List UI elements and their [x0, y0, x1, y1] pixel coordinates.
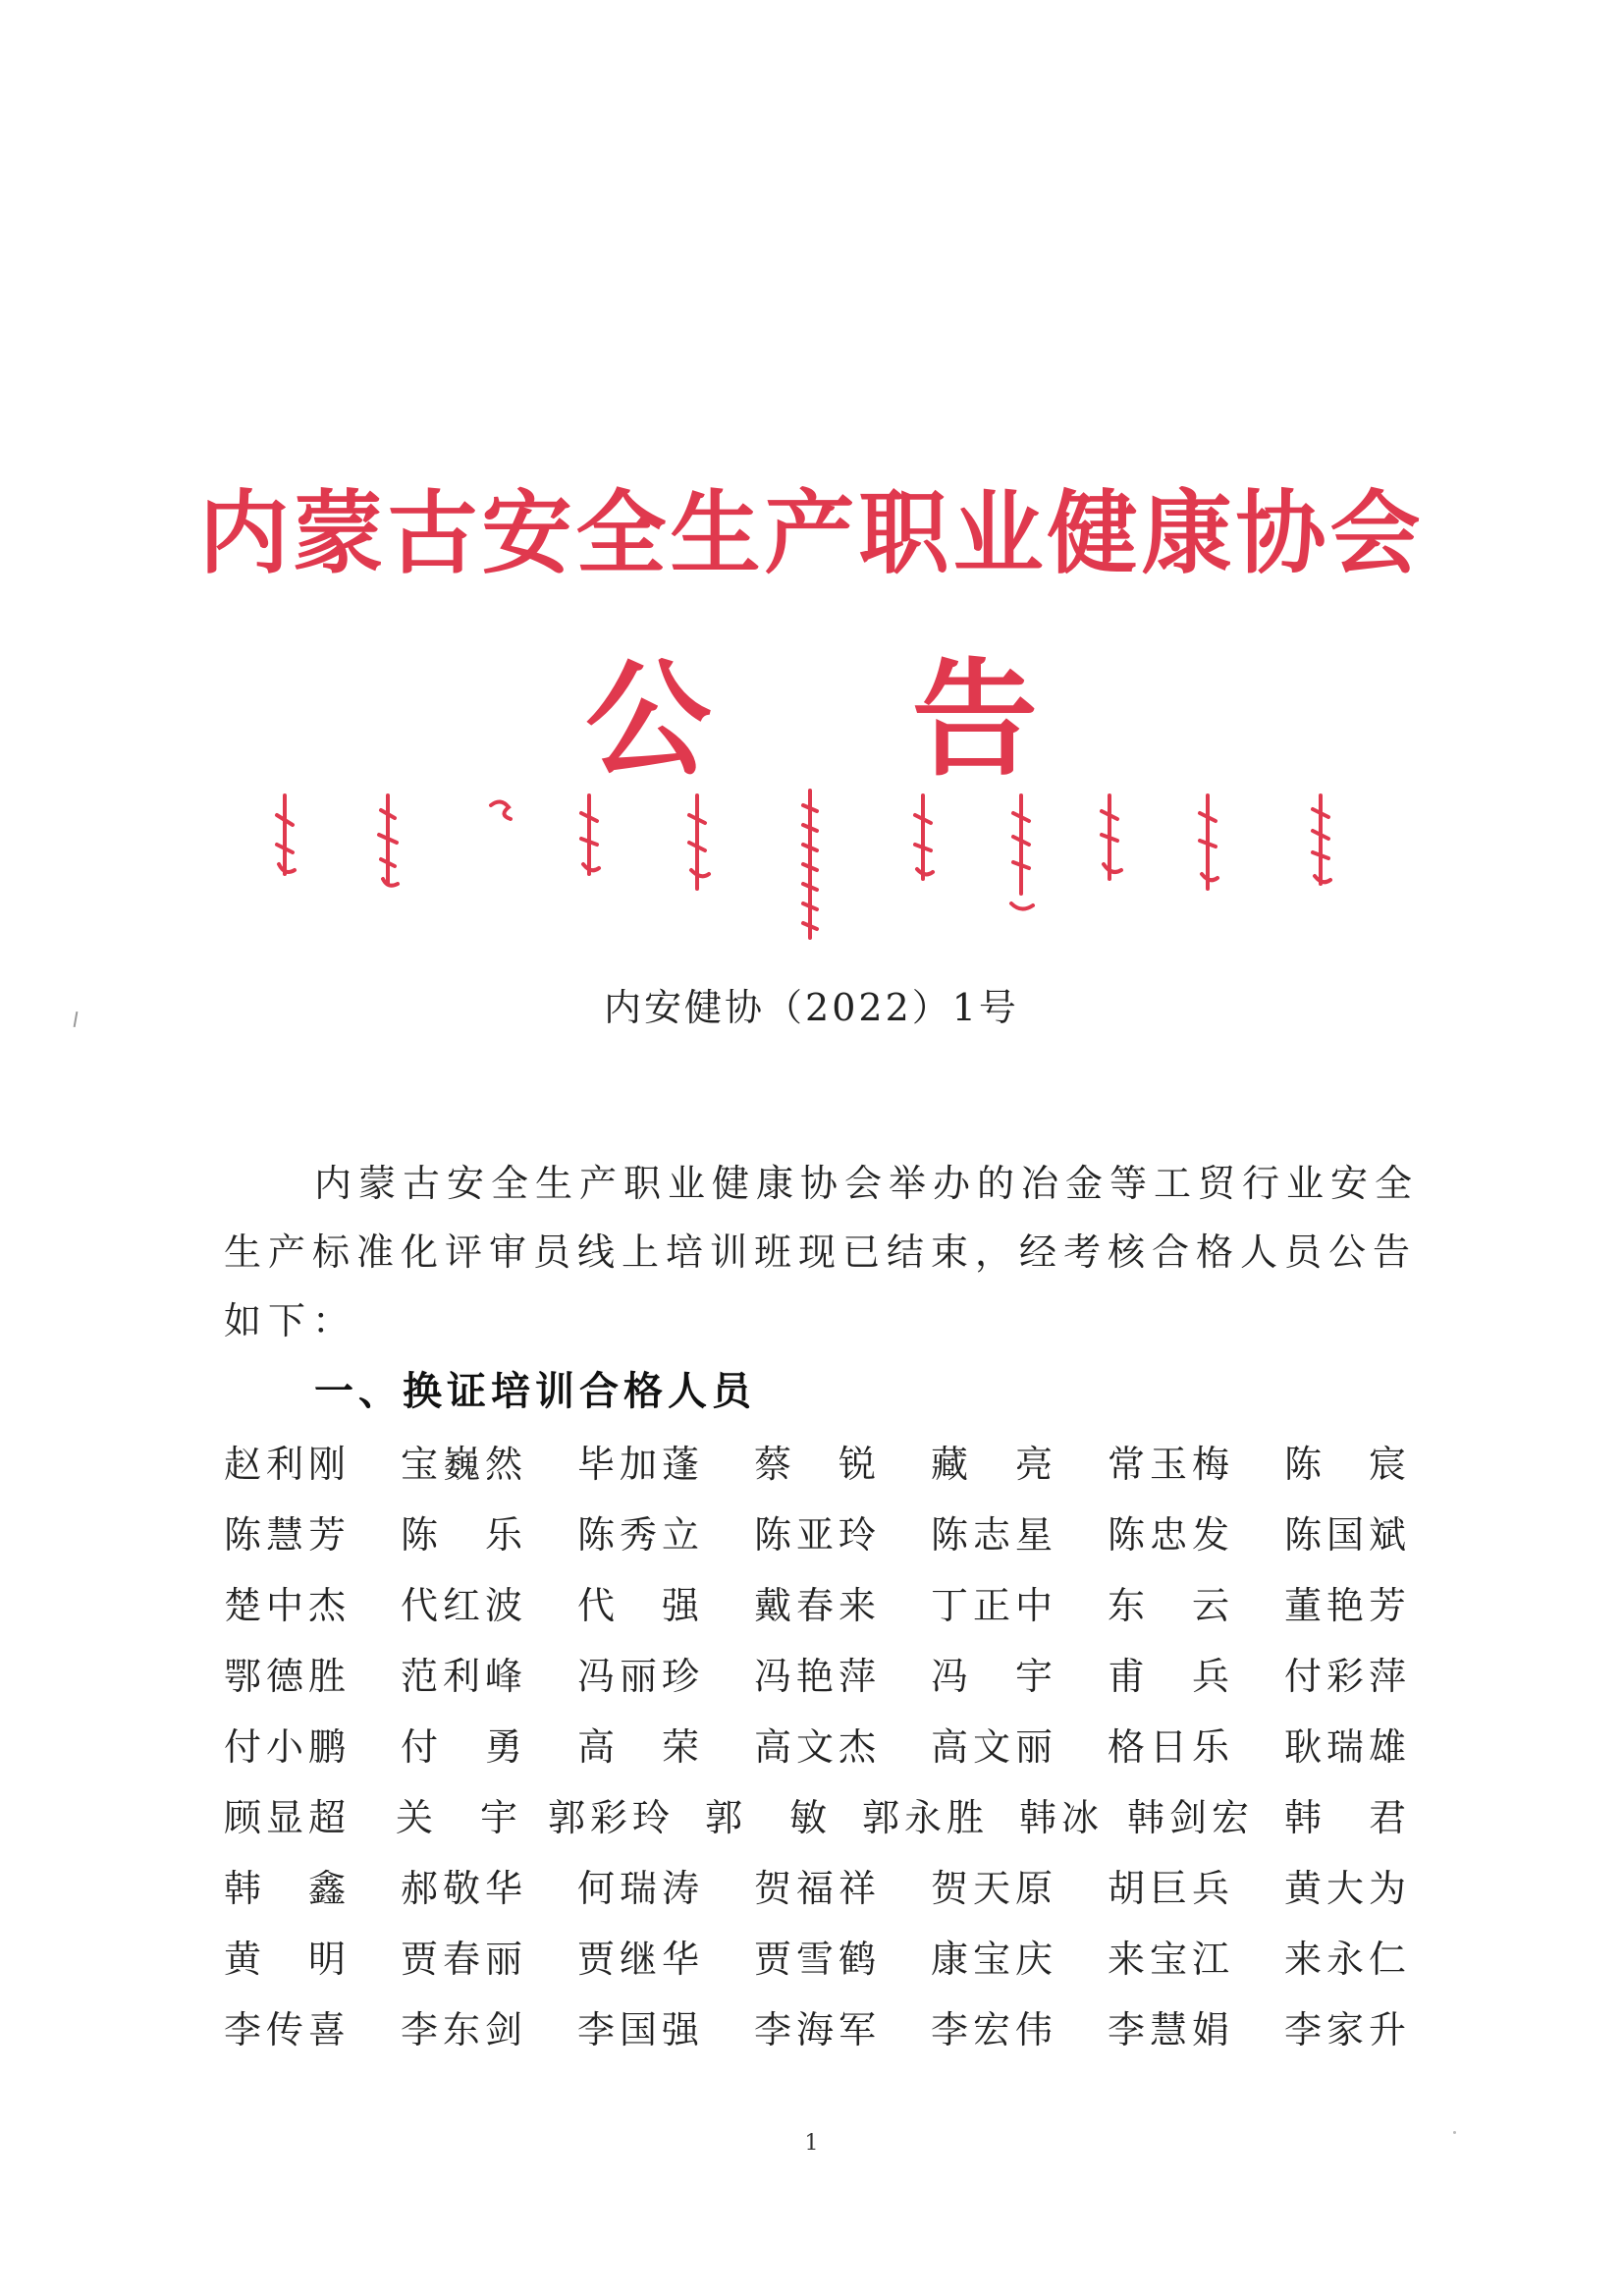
person-name: 贾继华: [577, 1938, 705, 1981]
person-name: 郭永胜: [862, 1796, 990, 1839]
person-name: 常玉梅: [1108, 1443, 1235, 1486]
person-name: 藏 亮: [931, 1443, 1058, 1486]
intro-paragraph: 内蒙古安全生产职业健康协会举办的冶金等工贸行业安全生产标准化评审员线上培训班现已结束，经考核合格人员公告如下：: [224, 1162, 1420, 1342]
person-name: 冯丽珍: [577, 1655, 705, 1698]
person-name: 贾春丽: [401, 1938, 528, 1981]
person-name: 来永仁: [1284, 1938, 1412, 1981]
organization-title: 内蒙古安全生产职业健康协会: [198, 480, 1425, 586]
person-name: 楚中杰: [224, 1584, 352, 1627]
person-name: 黄 明: [224, 1938, 352, 1981]
person-name: 李慧娟: [1108, 2008, 1235, 2051]
name-row: [224, 1995, 1422, 2065]
person-name: 李宏伟: [931, 2008, 1058, 2051]
person-name: 宝巍然: [401, 1443, 528, 1486]
person-name: 陈慧芳: [224, 1513, 352, 1557]
person-name: 贺天原: [931, 1867, 1058, 1910]
name-row: [224, 1712, 1422, 1782]
person-name: 高文杰: [754, 1725, 882, 1769]
name-row: [224, 1641, 1422, 1712]
person-name: 韩冰: [1019, 1796, 1105, 1839]
person-name: 韩 君: [1284, 1796, 1412, 1839]
document-number: 内安健协（2022）1号: [604, 986, 1019, 1029]
person-name: 李国强: [577, 2008, 705, 2051]
name-row: [224, 1853, 1422, 1924]
person-name: 东 云: [1108, 1584, 1235, 1627]
person-name: 戴春来: [754, 1584, 882, 1627]
person-name: 李家升: [1284, 2008, 1412, 2051]
person-name: 韩 鑫: [224, 1867, 352, 1910]
person-name: 付小鹏: [224, 1725, 352, 1769]
person-name: 范利峰: [401, 1655, 528, 1698]
person-name: 李传喜: [224, 2008, 352, 2051]
person-name: 冯艳萍: [754, 1655, 882, 1698]
person-name: 韩剑宏: [1127, 1796, 1255, 1839]
person-name: 陈秀立: [577, 1513, 705, 1557]
person-name: 康宝庆: [931, 1938, 1058, 1981]
person-name: 郭 敏: [705, 1796, 833, 1839]
person-name: 代 强: [577, 1584, 705, 1627]
name-row: [224, 1570, 1422, 1641]
person-name: 高文丽: [931, 1725, 1058, 1769]
person-name: 陈志星: [931, 1513, 1058, 1557]
person-name: 陈 宸: [1284, 1443, 1412, 1486]
person-name: 陈国斌: [1284, 1513, 1412, 1557]
person-name: 何瑞涛: [577, 1867, 705, 1910]
person-name: 黄大为: [1284, 1867, 1412, 1910]
person-name: 陈亚玲: [754, 1513, 882, 1557]
person-name: 付彩萍: [1284, 1655, 1412, 1698]
person-name: 冯 宇: [931, 1655, 1058, 1698]
page-number: 1: [804, 2131, 819, 2156]
name-row: [224, 1429, 1422, 1500]
person-name: 格日乐: [1108, 1725, 1235, 1769]
section-heading: 一、换证培训合格人员: [314, 1368, 756, 1414]
person-name: 耿瑞雄: [1284, 1725, 1412, 1769]
person-name: 甫 兵: [1108, 1655, 1235, 1698]
person-name: 鄂德胜: [224, 1655, 352, 1698]
person-name: 付 勇: [401, 1725, 528, 1769]
name-row: [224, 1924, 1422, 1995]
person-name: 李东剑: [401, 2008, 528, 2051]
person-name: 代红波: [401, 1584, 528, 1627]
person-name: 毕加蓬: [577, 1443, 705, 1486]
person-name: 陈 乐: [401, 1513, 528, 1557]
name-row: [224, 1782, 1422, 1853]
qualified-personnel-list: [224, 1429, 1422, 2065]
scan-speck: [1453, 2131, 1456, 2134]
person-name: 贾雪鹤: [754, 1938, 882, 1981]
person-name: 高 荣: [577, 1725, 705, 1769]
person-name: 蔡 锐: [754, 1443, 882, 1486]
person-name: 顾显超: [224, 1796, 352, 1839]
person-name: 丁正中: [931, 1584, 1058, 1627]
person-name: 来宝江: [1108, 1938, 1235, 1981]
person-name: 胡巨兵: [1108, 1867, 1235, 1910]
document-type-title: 公 告: [585, 646, 1116, 793]
person-name: 郭彩玲: [548, 1796, 676, 1839]
person-name: 关 宇: [396, 1796, 523, 1839]
name-row: [224, 1500, 1422, 1570]
person-name: 贺福祥: [754, 1867, 882, 1910]
mongolian-script-seal: [265, 786, 1365, 943]
person-name: 赵利刚: [224, 1443, 352, 1486]
person-name: 李海军: [754, 2008, 882, 2051]
person-name: 郝敬华: [401, 1867, 528, 1910]
person-name: 董艳芳: [1284, 1584, 1412, 1627]
person-name: 陈忠发: [1108, 1513, 1235, 1557]
